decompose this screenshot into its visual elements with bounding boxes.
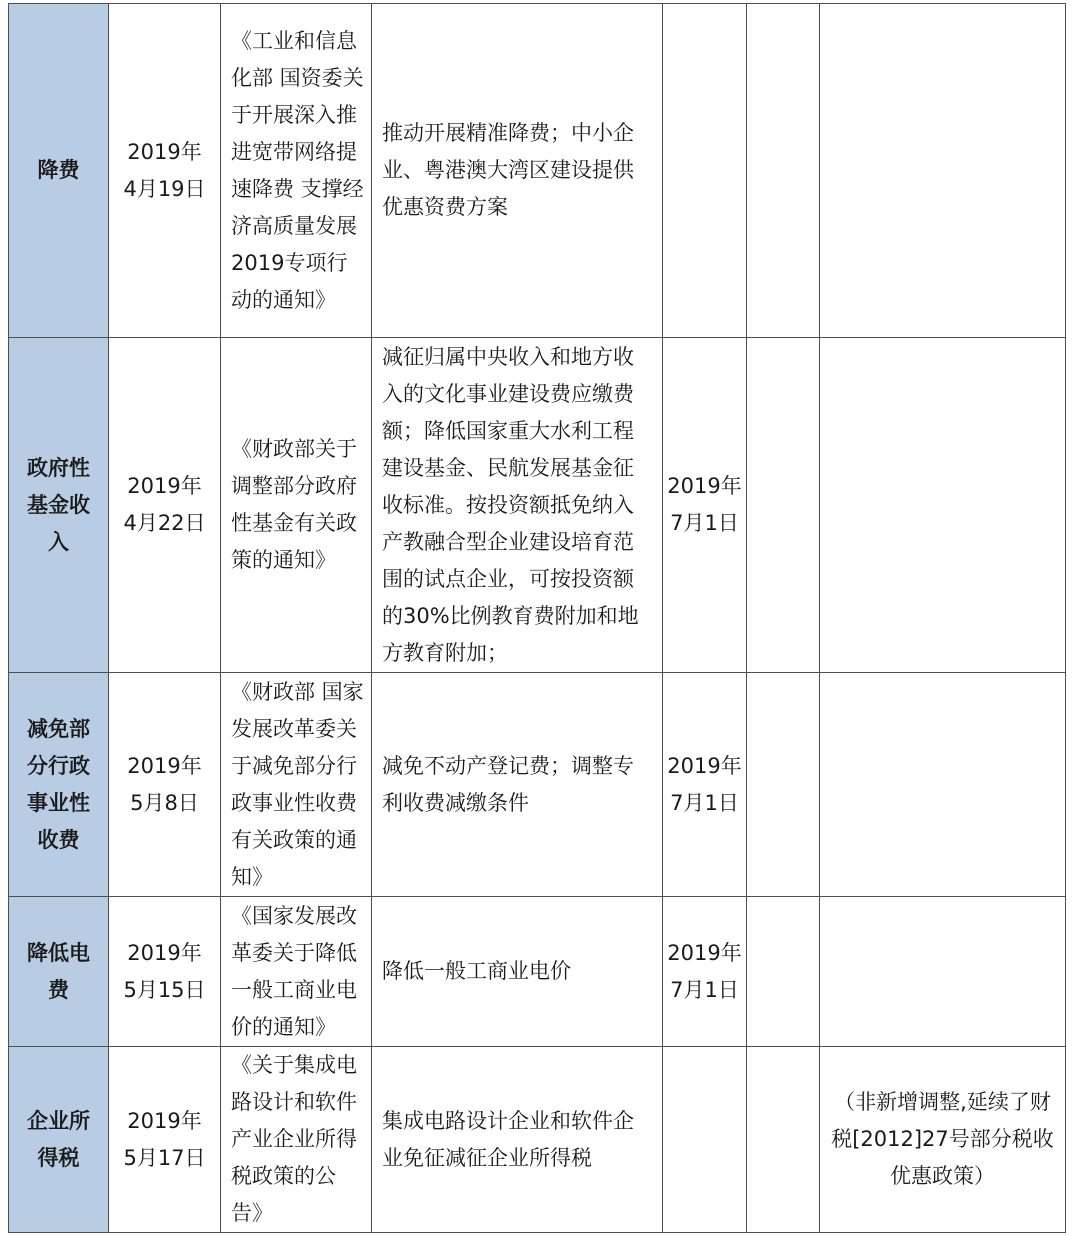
- content-cell: 减免不动产登记费；调整专利收费减缴条件: [372, 673, 663, 897]
- document-cell: 《国家发展改革委关于降低一般工商业电价的通知》: [221, 897, 372, 1047]
- document-cell: 《关于集成电路设计和软件产业企业所得税政策的公告》: [221, 1047, 372, 1233]
- content-cell: 集成电路设计企业和软件企业免征减征企业所得税: [372, 1047, 663, 1233]
- table-row: [9, 4, 1066, 338]
- effective-date-cell: 2019年7月1日: [663, 897, 747, 1047]
- date-year: 2019年: [127, 1108, 202, 1133]
- date-month-day: 5月8日: [130, 790, 199, 815]
- content-cell: 降低一般工商业电价: [372, 897, 663, 1047]
- content-cell: 推动开展精准降费；中小企业、粤港澳大湾区建设提供优惠资费方案: [372, 4, 663, 338]
- date-year: 2019年: [127, 139, 202, 164]
- date-year: 2019年: [127, 474, 202, 498]
- note-cell: [820, 673, 1066, 897]
- document-cell: 《财政部 国家发展改革委关于减免部分行政事业性收费有关政策的通知》: [221, 673, 372, 897]
- blank-cell: [747, 4, 820, 338]
- blank-cell: [747, 1047, 820, 1233]
- date-month-day: 4月22日: [123, 511, 206, 535]
- date-month-day: 5月17日: [123, 1145, 206, 1170]
- effective-date-cell: 2019年7月1日: [663, 673, 747, 897]
- date-month-day: 4月19日: [123, 176, 206, 201]
- category-cell: 减免部分行政事业性收费: [9, 673, 109, 897]
- blank-cell: [747, 338, 820, 673]
- date-year: 2019年: [127, 753, 202, 778]
- category-cell: 降费: [9, 4, 109, 338]
- policy-table: [8, 3, 1066, 1233]
- blank-cell: [747, 897, 820, 1047]
- date-cell: [109, 673, 221, 897]
- date-year: 2019年: [127, 940, 202, 965]
- note-cell: [820, 338, 1066, 673]
- category-cell: 企业所得税: [9, 1047, 109, 1233]
- category-cell: 降低电费: [9, 897, 109, 1047]
- effective-date-cell: [663, 4, 747, 338]
- note-cell: [820, 4, 1066, 338]
- table-row: [9, 338, 1066, 673]
- date-cell: [109, 897, 221, 1047]
- content-cell: 减征归属中央收入和地方收入的文化事业建设费应缴费额；降低国家重大水利工程建设基金、民航发展基金征收标准。按投资额抵免纳入产教融合型企业建设培育范围的试点企业，可按投资额的30%比例教育费附加和地方教育附加；: [372, 338, 663, 673]
- table-row: [9, 673, 1066, 897]
- document-cell: 《工业和信息化部 国资委关于开展深入推进宽带网络提速降费 支撑经济高质量发展2019专项行动的通知》: [221, 4, 372, 338]
- table-row: [9, 897, 1066, 1047]
- effective-date-cell: 2019年7月1日: [663, 338, 747, 673]
- table-row: [9, 1047, 1066, 1233]
- date-cell: [109, 4, 221, 338]
- effective-date-cell: [663, 1047, 747, 1233]
- note-cell: [820, 897, 1066, 1047]
- date-month-day: 5月15日: [123, 977, 206, 1002]
- blank-cell: [747, 673, 820, 897]
- date-cell: [109, 338, 221, 673]
- note-cell: （非新增调整,延续了财税[2012]27号部分税收优惠政策）: [820, 1047, 1066, 1233]
- document-cell: 《财政部关于调整部分政府性基金有关政策的通知》: [221, 338, 372, 673]
- category-cell: 政府性基金收入: [9, 338, 109, 673]
- date-cell: [109, 1047, 221, 1233]
